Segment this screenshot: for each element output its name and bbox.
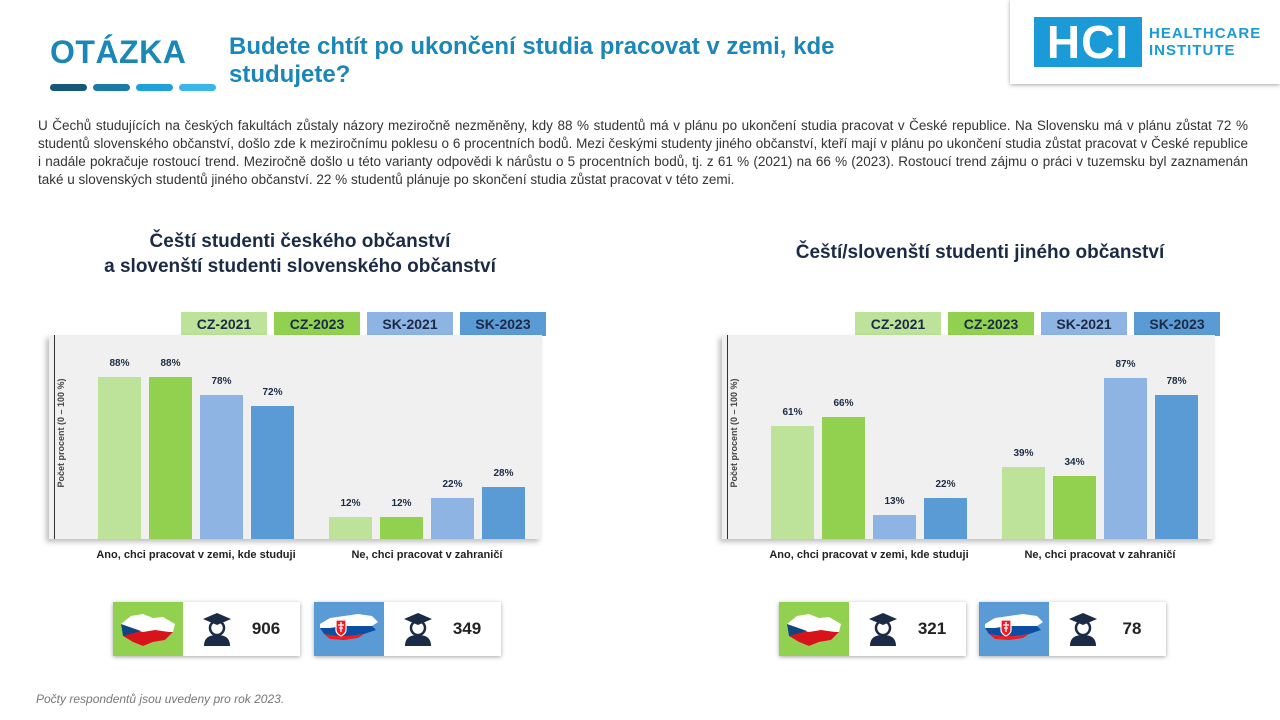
respondent-count: 321 [917, 619, 947, 638]
page-title: Budete chtít po ukončení studia pracovat v zemi, kde studujete? [229, 33, 835, 88]
bar-sk-2021-cat-2 [1104, 378, 1147, 539]
y-axis-label: Počet procent (0 – 100 %) [729, 378, 739, 488]
data-label: 72% [262, 387, 283, 399]
graduate-icon [867, 611, 899, 647]
data-label: 66% [833, 398, 854, 410]
legend-sk-2023: SK-2023 [1134, 312, 1220, 336]
respondent-count: 349 [452, 619, 482, 638]
data-label: 12% [340, 497, 361, 509]
legend-cz-2021: CZ-2021 [181, 312, 267, 336]
bar-sk-2023-cat-2 [1155, 395, 1198, 539]
logo-line-2: INSTITUTE [1149, 42, 1236, 59]
logo-line-1: HEALTHCARE [1149, 25, 1262, 42]
graduate-icon [402, 611, 434, 647]
czech-flag-map-icon [779, 602, 849, 656]
y-axis-line [727, 335, 728, 539]
legend-sk-2021: SK-2021 [1041, 312, 1127, 336]
decorative-bars [50, 84, 216, 91]
question-label: OTÁZKA [50, 34, 187, 70]
logo-text [1149, 25, 1261, 59]
legend-sk-2021: SK-2021 [367, 312, 453, 336]
bar-cz-2023-cat-2 [380, 517, 423, 539]
data-label: 78% [211, 376, 232, 388]
respondent-card-cz [779, 602, 966, 656]
data-label: 28% [493, 468, 514, 480]
slovak-flag-map-icon [314, 602, 384, 656]
bar-cz-2021-cat-1 [98, 377, 141, 539]
hci-logo [1010, 0, 1280, 84]
bar-sk-2021-cat-1 [200, 395, 243, 539]
respondent-count: 78 [1122, 619, 1142, 638]
data-label: 87% [1115, 359, 1136, 371]
chart-1-title [40, 229, 560, 279]
graduate-icon [201, 611, 233, 647]
legend-sk-2023: SK-2023 [460, 312, 546, 336]
data-label: 88% [160, 357, 181, 369]
slovak-flag-map-icon [979, 602, 1049, 656]
data-label: 78% [1166, 376, 1187, 388]
data-label: 13% [884, 496, 905, 507]
bar-cz-2021-cat-1 [771, 426, 814, 539]
chart-2-title-line-1: Čeští/slovenští studenti jiného občanství [795, 242, 1165, 263]
data-label: 34% [1064, 457, 1085, 469]
bar-sk-2021-cat-2 [431, 498, 474, 539]
logo-mark: HCI [1034, 17, 1142, 67]
bar-sk-2023-cat-1 [251, 406, 294, 539]
intro-paragraph: U Čechů studujících na českých fakultách zůstaly názory meziročně nezměněny, kdy 88 % studentů má v plánu po ukončení studia pracovat v České republice. Na Slovensku má v plánu zůstat 72 % studentů slovenského občanství, došlo zde k meziročnímu poklesu o 6 procentních bodů. Mezi českými studenty jiného občanství, kteří mají v plánu po ukončení studia zůstat pracovat v České republice i nadále pokračuje rostoucí trend. Meziročně došlo u této varianty odpovědi k nárůstu o 5 procentních bodů, tj. z 61 % (2021) na 66 % (2023). Rostoucí trend zájmu o práci v tuzemsku byl zaznamenán také u slovenských studentů jiného občanství. 22 % studentů plánuje po skončení studia zůstat pracovat v této zemi. [38, 118, 1248, 187]
chart-2-legend [855, 312, 1220, 336]
bar-cz-2021-cat-2 [1002, 467, 1045, 539]
legend-cz-2023: CZ-2023 [948, 312, 1034, 336]
data-label: 12% [391, 497, 412, 509]
bar-cz-2023-cat-1 [822, 417, 865, 539]
respondent-card-sk [979, 602, 1166, 656]
category-label: Ano, chci pracovat v zemi, kde studuji [96, 549, 296, 561]
respondent-count: 906 [251, 619, 281, 638]
legend-cz-2021: CZ-2021 [855, 312, 941, 336]
bar-sk-2023-cat-1 [924, 498, 967, 539]
data-label: 39% [1013, 448, 1034, 460]
category-label: Ne, chci pracovat v zahraničí [351, 549, 503, 561]
chart-1-title-line-1: Čeští studenti českého občanství [149, 231, 451, 252]
chart-1-title-line-2: a slovenští studenti slovenského občanství [104, 256, 496, 277]
data-label: 61% [782, 407, 803, 419]
czech-flag-map-icon [113, 602, 183, 656]
respondent-card-sk [314, 602, 501, 656]
bar-sk-2023-cat-2 [482, 487, 525, 539]
graduate-icon [1067, 611, 1099, 647]
chart-1-legend [181, 312, 546, 336]
category-label: Ne, chci pracovat v zahraničí [1024, 549, 1176, 561]
bar-sk-2021-cat-1 [873, 515, 916, 539]
category-label: Ano, chci pracovat v zemi, kde studuji [769, 549, 969, 561]
y-axis-label: Počet procent (0 – 100 %) [56, 378, 66, 488]
bar-cz-2023-cat-1 [149, 377, 192, 539]
data-label: 88% [109, 357, 130, 369]
legend-cz-2023: CZ-2023 [274, 312, 360, 336]
bar-cz-2023-cat-2 [1053, 476, 1096, 539]
footnote: Počty respondentů jsou uvedeny pro rok 2023. [36, 692, 285, 706]
bar-cz-2021-cat-2 [329, 517, 372, 539]
respondent-card-cz [113, 602, 300, 656]
data-label: 22% [935, 479, 956, 491]
data-label: 22% [442, 479, 463, 491]
chart-2-title [720, 240, 1240, 265]
y-axis-line [54, 335, 55, 539]
